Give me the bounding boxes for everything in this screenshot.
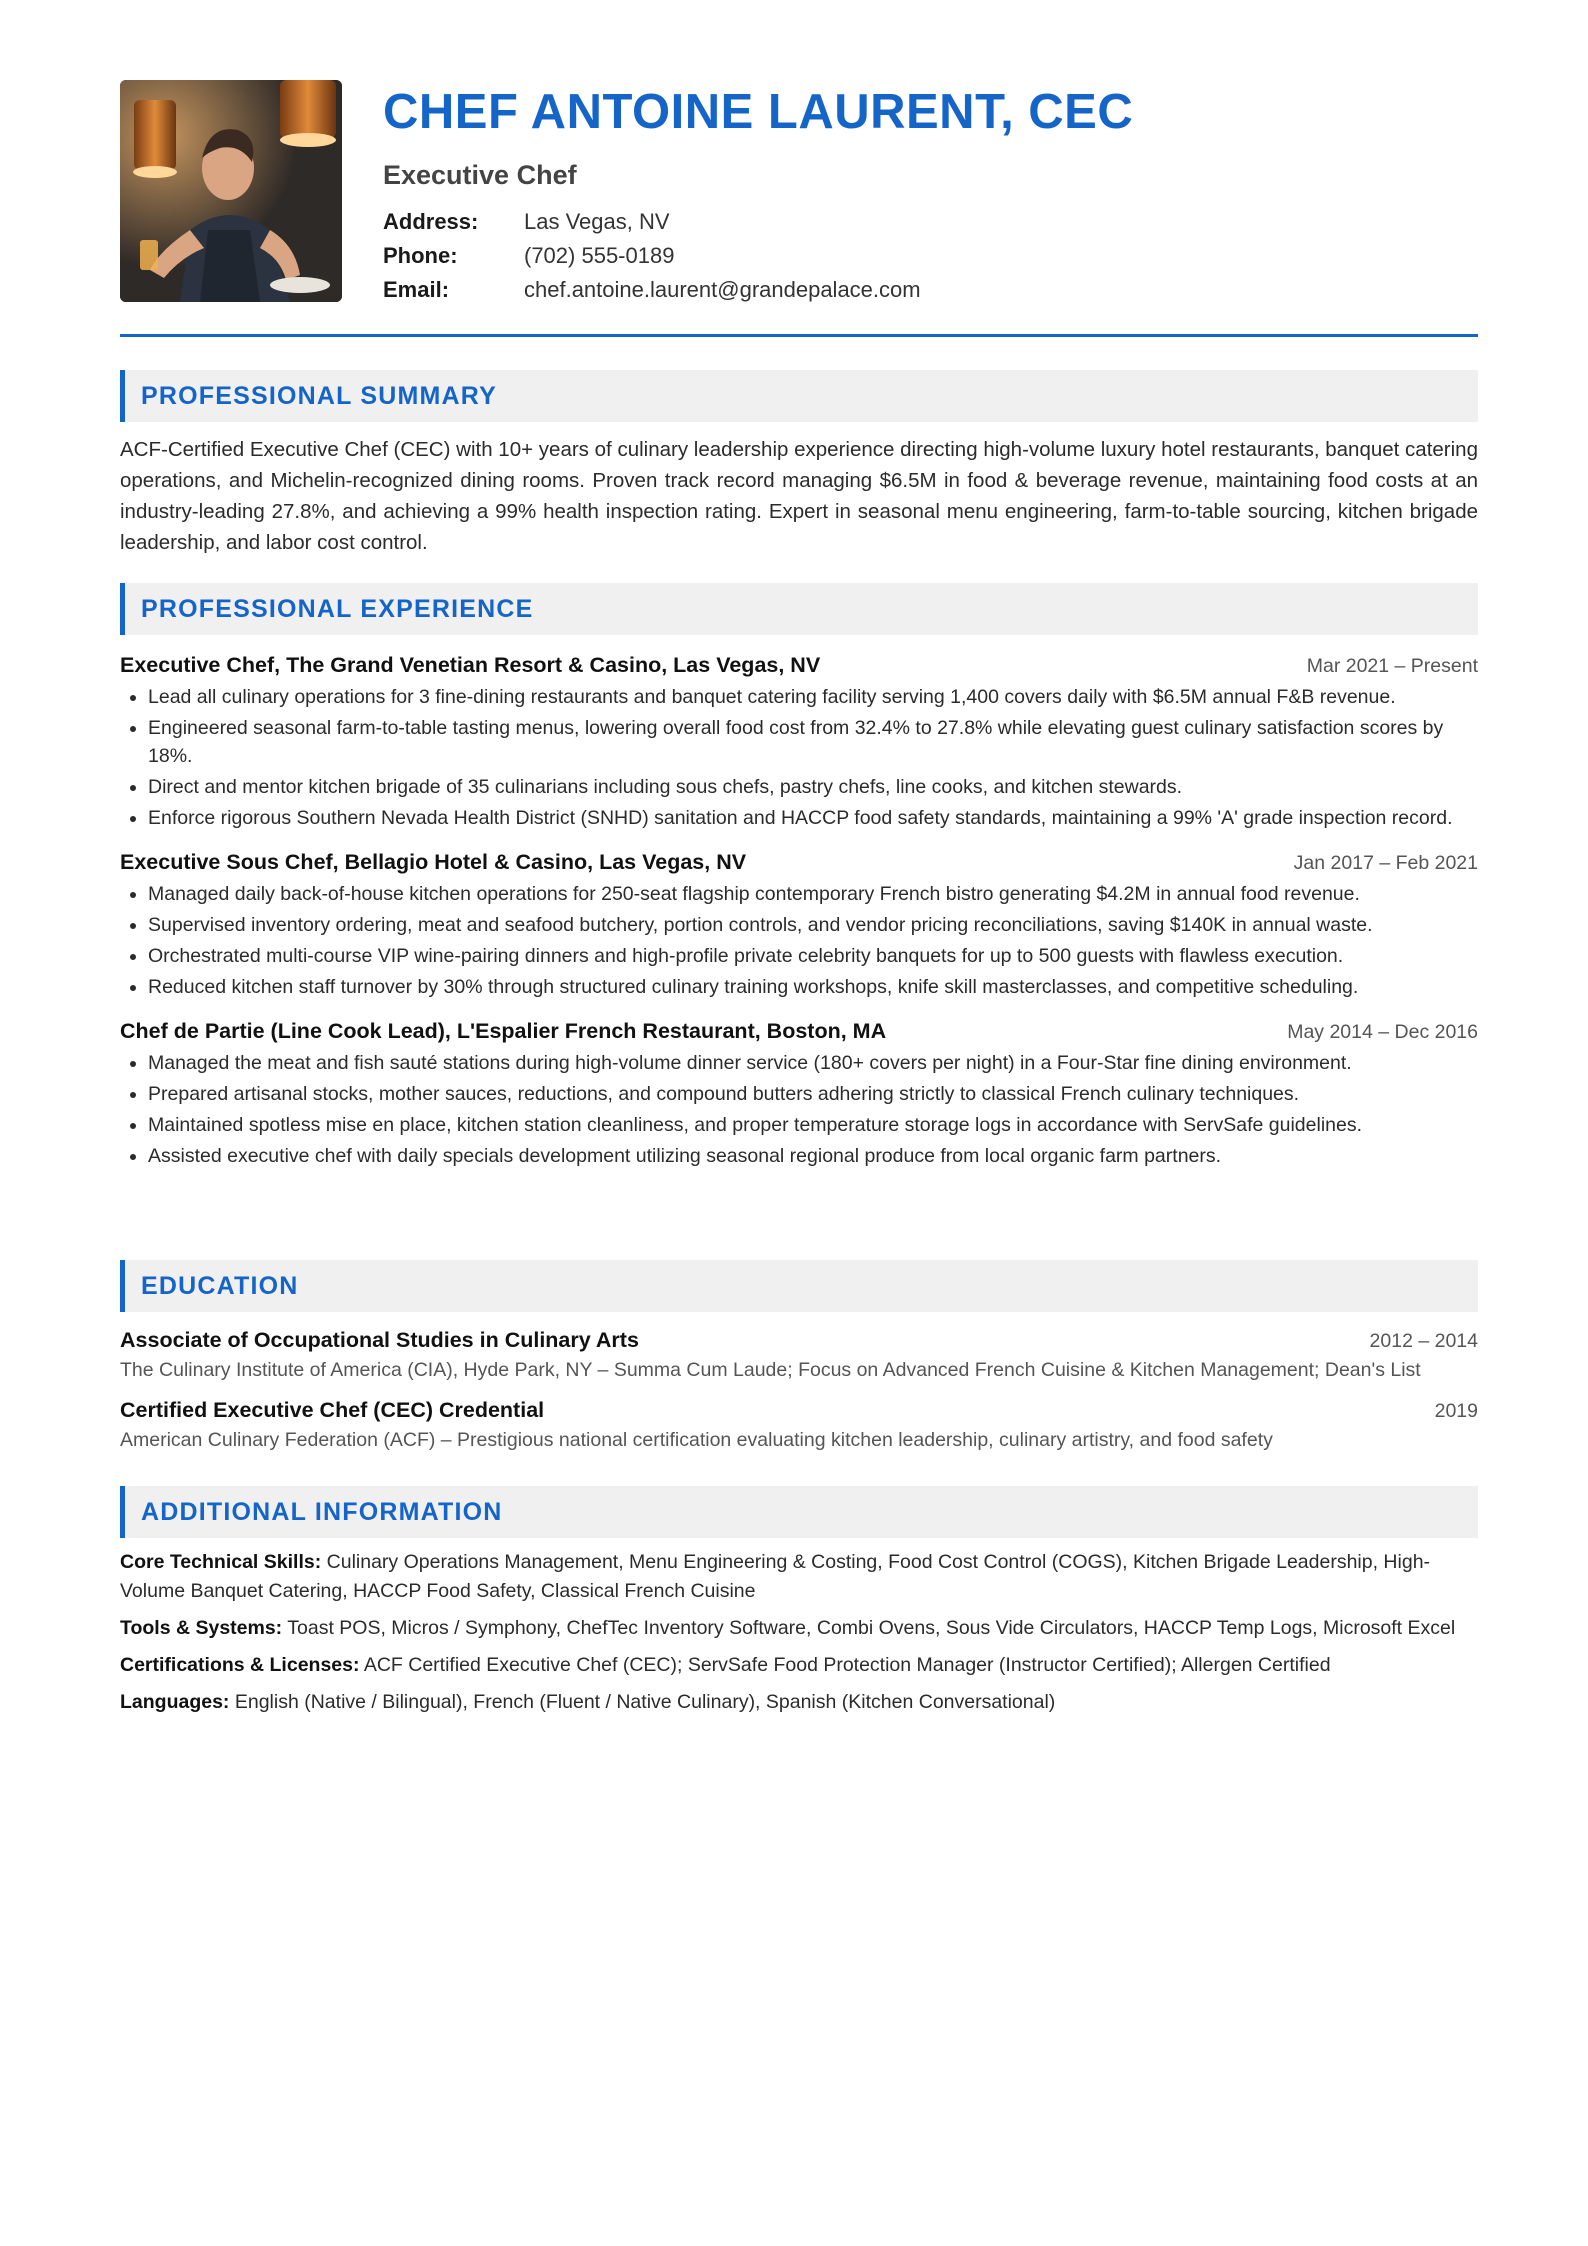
- job-entry: [120, 1019, 1478, 1170]
- education-entry: [120, 1398, 1478, 1452]
- additional-label: Languages:: [120, 1691, 230, 1713]
- contact-email: [383, 273, 1478, 307]
- section-heading: PROFESSIONAL EXPERIENCE: [120, 583, 1478, 635]
- contact-label: Phone:: [383, 242, 458, 268]
- job-title: Executive Sous Chef, Bellagio Hotel & Casino, Las Vegas, NV: [120, 850, 747, 874]
- contact-value: chef.antoine.laurent@grandepalace.com: [524, 276, 921, 302]
- summary-section: [120, 370, 1478, 558]
- education-detail: The Culinary Institute of America (CIA), Hyde Park, NY – Summa Cum Laude; Focus on Advanced French Cuisine & Kitchen Management; Dean's List: [120, 1359, 1421, 1381]
- bullet-item: • Assisted executive chef with daily specials development utilizing seasonal regional produce from local organic farm partners.: [148, 1142, 1478, 1170]
- chef-photo: [120, 80, 342, 302]
- contact-label: Address:: [383, 208, 479, 234]
- job-header: [120, 1019, 1478, 1044]
- section-heading: PROFESSIONAL SUMMARY: [120, 370, 1478, 422]
- education-detail: American Culinary Federation (ACF) – Prestigious national certification evaluating kitchen leadership, culinary artistry, and food safety: [120, 1429, 1273, 1451]
- job-date: May 2014 – Dec 2016: [1287, 1021, 1478, 1043]
- job-bullets: [120, 880, 1478, 1001]
- bullet-item: • Engineered seasonal farm-to-table tasting menus, lowering overall food cost from 32.4% to 27.8% while elevating guest culinary satisfaction scores by 18%.: [148, 714, 1478, 770]
- job-entry: [120, 653, 1478, 832]
- header-divider: [120, 334, 1478, 337]
- job-entry: [120, 850, 1478, 1001]
- additional-value: ACF Certified Executive Chef (CEC); ServSafe Food Protection Manager (Instructor Certified); Allergen Certified: [363, 1654, 1331, 1676]
- education-entry: [120, 1328, 1478, 1382]
- additional-row: [120, 1651, 1478, 1680]
- education-header: [120, 1398, 1478, 1423]
- job-title: Chef de Partie (Line Cook Lead), L'Espalier French Restaurant, Boston, MA: [120, 1019, 887, 1043]
- education-date: 2019: [1434, 1400, 1478, 1422]
- education-section: [120, 1260, 1478, 1452]
- contact-phone: [383, 239, 1478, 273]
- additional-value: Toast POS, Micros / Symphony, ChefTec Inventory Software, Combi Ovens, Sous Vide Circulators, HACCP Temp Logs, Microsoft Excel: [287, 1617, 1456, 1639]
- additional-value: Culinary Operations Management, Menu Engineering & Costing, Food Cost Control (COGS), Kitchen Brigade Leadership, High-Volume Banquet Catering, HACCP Food Safety, Classical French Cuisine: [120, 1551, 1431, 1602]
- section-heading: EDUCATION: [120, 1260, 1478, 1312]
- additional-label: Core Technical Skills:: [120, 1551, 322, 1573]
- resume-page: [120, 80, 1478, 1713]
- education-header: [120, 1328, 1478, 1353]
- contact-value: Las Vegas, NV: [524, 208, 670, 234]
- additional-row: [120, 1688, 1478, 1717]
- experience-section: [120, 583, 1478, 1173]
- candidate-title: Executive Chef: [383, 159, 577, 190]
- job-header: [120, 653, 1478, 678]
- education-date: 2012 – 2014: [1369, 1330, 1478, 1352]
- additional-row: [120, 1548, 1478, 1606]
- contact-label: Email:: [383, 276, 450, 302]
- bullet-item: • Orchestrated multi-course VIP wine-pairing dinners and high-profile private celebrity banquets for up to 500 guests with flawless execution.: [148, 942, 1478, 970]
- bullet-item: • Maintained spotless mise en place, kitchen station cleanliness, and proper temperature storage logs in accordance with ServSafe guidelines.: [148, 1111, 1478, 1139]
- job-bullets: [120, 683, 1478, 832]
- job-title: Executive Chef, The Grand Venetian Resort & Casino, Las Vegas, NV: [120, 653, 821, 677]
- job-header: [120, 850, 1478, 875]
- additional-label: Tools & Systems:: [120, 1617, 283, 1639]
- additional-value: English (Native / Bilingual), French (Fluent / Native Culinary), Spanish (Kitchen Conversational): [234, 1691, 1056, 1713]
- job-date: Mar 2021 – Present: [1306, 655, 1478, 677]
- bullet-item: • Enforce rigorous Southern Nevada Health District (SNHD) sanitation and HACCP food safety standards, maintaining a 99% 'A' grade inspection record.: [148, 804, 1478, 832]
- bullet-item: • Managed the meat and fish sauté stations during high-volume dinner service (180+ covers per night) in a Four-Star fine dining environment.: [148, 1049, 1478, 1077]
- additional-rows: [120, 1548, 1478, 1717]
- summary-text: ACF-Certified Executive Chef (CEC) with 10+ years of culinary leadership experience directing high-volume luxury hotel restaurants, banquet catering operations, and Michelin-recognized dining rooms. Proven track record managing $6.5M in food & beverage revenue, maintaining food costs at an industry-leading 27.8%, and achieving a 99% health inspection rating. Expert in seasonal menu engineering, farm-to-table sourcing, kitchen brigade leadership, and labor cost control.: [120, 438, 1478, 554]
- header-text: [383, 80, 1478, 307]
- contact-value: (702) 555-0189: [524, 242, 675, 268]
- job-bullets: [120, 1049, 1478, 1170]
- additional-label: Certifications & Licenses:: [120, 1654, 360, 1676]
- degree-title: Certified Executive Chef (CEC) Credential: [120, 1398, 545, 1422]
- bullet-item: • Lead all culinary operations for 3 fine-dining restaurants and banquet catering facility serving 1,400 covers daily with $6.5M annual F&B revenue.: [148, 683, 1478, 711]
- job-date: Jan 2017 – Feb 2021: [1293, 852, 1478, 874]
- candidate-name: CHEF ANTOINE LAURENT, CEC: [383, 85, 1134, 139]
- bullet-item: • Supervised inventory ordering, meat and seafood butchery, portion controls, and vendor pricing reconciliations, saving $140K in annual waste.: [148, 911, 1478, 939]
- contact-address: [383, 205, 1478, 239]
- bullet-item: • Direct and mentor kitchen brigade of 35 culinarians including sous chefs, pastry chefs, line cooks, and kitchen stewards.: [148, 773, 1478, 801]
- degree-title: Associate of Occupational Studies in Culinary Arts: [120, 1328, 639, 1352]
- bullet-item: • Prepared artisanal stocks, mother sauces, reductions, and compound butters adhering strictly to classical French culinary techniques.: [148, 1080, 1478, 1108]
- bullet-item: • Reduced kitchen staff turnover by 30% through structured culinary training workshops, knife skill masterclasses, and competitive scheduling.: [148, 973, 1478, 1001]
- resume-header: [120, 80, 1478, 302]
- section-heading: ADDITIONAL INFORMATION: [120, 1486, 1478, 1538]
- additional-section: [120, 1486, 1478, 1717]
- bullet-item: • Managed daily back-of-house kitchen operations for 250-seat flagship contemporary French bistro generating $4.2M in annual food revenue.: [148, 880, 1478, 908]
- contact-block: [383, 205, 1478, 307]
- additional-row: [120, 1614, 1478, 1643]
